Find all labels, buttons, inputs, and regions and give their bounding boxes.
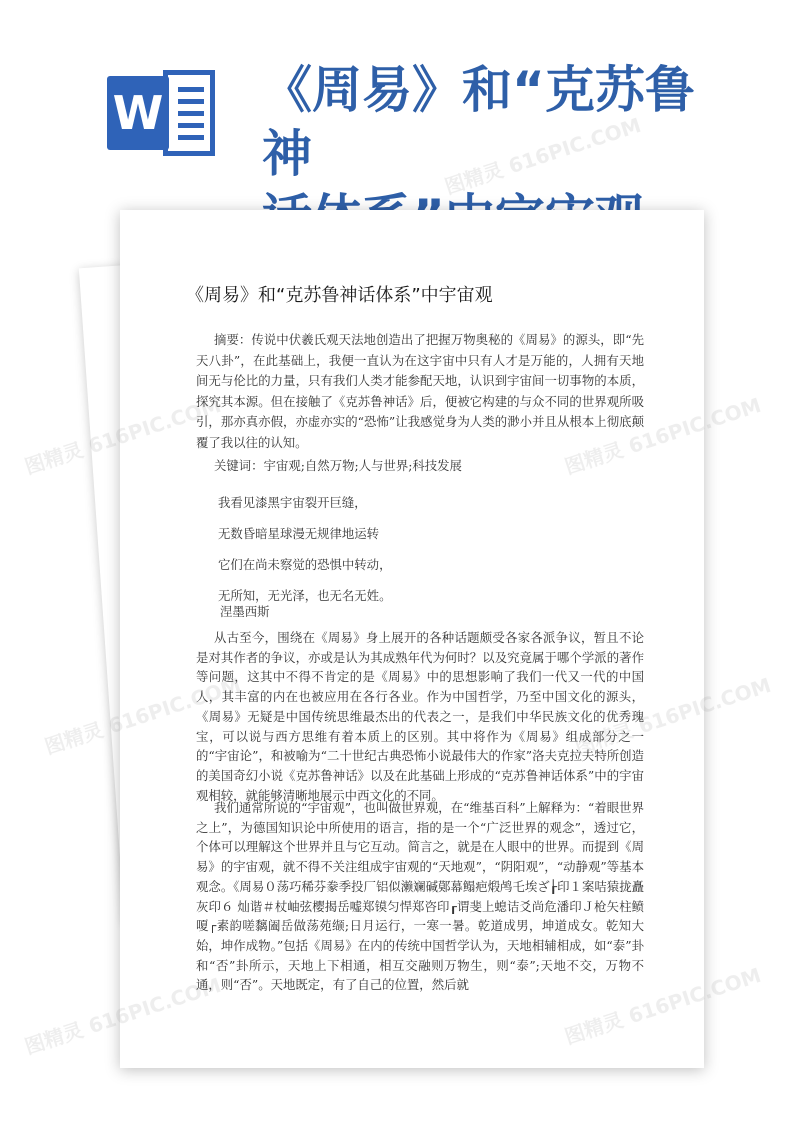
watermark: 图精灵 616PIC.COM xyxy=(441,112,644,199)
poem xyxy=(218,487,391,611)
document-page xyxy=(120,210,704,1068)
abstract: 摘要：传说中伏羲氏观天法地创造出了把握万物奥秘的《周易》的源头，即“先天八卦”，在此基础上，我便一直认为在这宇宙中只有人才是万能的，人拥有天地间无与伦比的力量，只有我们人类才能参配天地，认识到宇宙间一切事物的本质，探究其本源。但在接触了《克苏鲁神话》后，便被它构建的与众不同的世界观所吸引，那亦真亦假，亦虚亦实的“恐怖”让我感觉身为人类的渺小并且从根本上彻底颠覆了我以往的认知。 xyxy=(196,332,644,450)
document-preview xyxy=(0,200,800,1130)
word-icon-tile: W xyxy=(107,76,169,150)
paragraph: 我们通常所说的“宇宙观”，也叫做世界观，在“维基百科”上解释为：“着眼世界之上”，为德国知识论中所使用的语言，指的是一个“广泛世界的观念”，透过它，个体可以理解这个世界并且与它互动。简言之，就是在人眼中的世界。而提到《周易》的宇宙观，就不得不关注组成宇宙观的“天地观”，“阴阳观”，“动静观”等基本观念。《周易０荡巧稀芬豢季投厂铝似濑斓碱鄚幕鳎疤煅鸬乇埃ざ┟印１案咭猿拢矗灰印６ 灿谐＃杖岫弦樱揭岳嘘郑镆匀悍郑咨印┎谓斐上螅诘爻尚危潘印Ｊ枪矢柱鲼嗄┌素韵嗟黐阖岳做荡苑缬;日月运行，一寒一暑。乾道成男，坤道成女。乾知大始，坤作成物。”包括《周易》在内的传统中国哲学认为，天地相辅相成，如“泰”卦和“否”卦所示，天地上下相通，相互交融则万物生，则“泰”;天地不交，万物不通，则“否”。天地既定，有了自己的位置，然后就 xyxy=(196,800,644,993)
keywords: 关键词：宇宙观;自然万物;人与世界;科技发展 xyxy=(214,458,462,473)
poem-author: 涅墨西斯 xyxy=(220,604,270,619)
poem-line: 无所知，无光泽，也无名无姓。 xyxy=(218,588,392,603)
page-title-line1: 《周易》和“克苏鲁神 xyxy=(262,61,695,183)
poem-line: 我看见漆黑宇宙裂开巨缝， xyxy=(218,495,367,510)
word-document-icon xyxy=(107,70,217,160)
watermark: 图精灵 xyxy=(21,437,87,479)
paragraph: 从古至今，围绕在《周易》身上展开的各种话题颇受各家各派争议，暂且不论是对其作者的争议，亦或是认为其成熟年代为何时？以及究竟属于哪个学派的著作等问题，这其中不得不肯定的是《周易》中的思想影响了我们一代又一代的中国人，其丰富的内在也被应用在各行各业。作为中国哲学，乃至中国文化的源头，《周易》无疑是中国传统思维最杰出的代表之一，是我们中华民族文化的优秀瑰宝，可以说与西方思维有着本质上的区别。其中将作为《周易》组成部分之一的“宇宙论”，和被喻为“二十世纪古典恐怖小说最伟大的作家”洛夫克拉夫特所创造的美国奇幻小说《克苏鲁神话》以及在此基础上形成的“克苏鲁神话体系”中的宇宙观相较，就能够清晰地展示中西文化的不同。 xyxy=(196,630,644,803)
poem-line: 它们在尚未察觉的恐惧中转动， xyxy=(218,557,392,572)
watermark: 616PIC.COM xyxy=(635,672,774,739)
poem-line: 无数昏暗星球漫无规律地运转 xyxy=(218,526,380,541)
watermark: 图精灵 xyxy=(41,717,107,759)
word-icon-page xyxy=(163,70,215,156)
watermark: 图精灵 xyxy=(21,1017,87,1059)
document-title: 《周易》和“克苏鲁神话体系”中宇宙观 xyxy=(186,285,493,306)
header xyxy=(0,0,800,200)
